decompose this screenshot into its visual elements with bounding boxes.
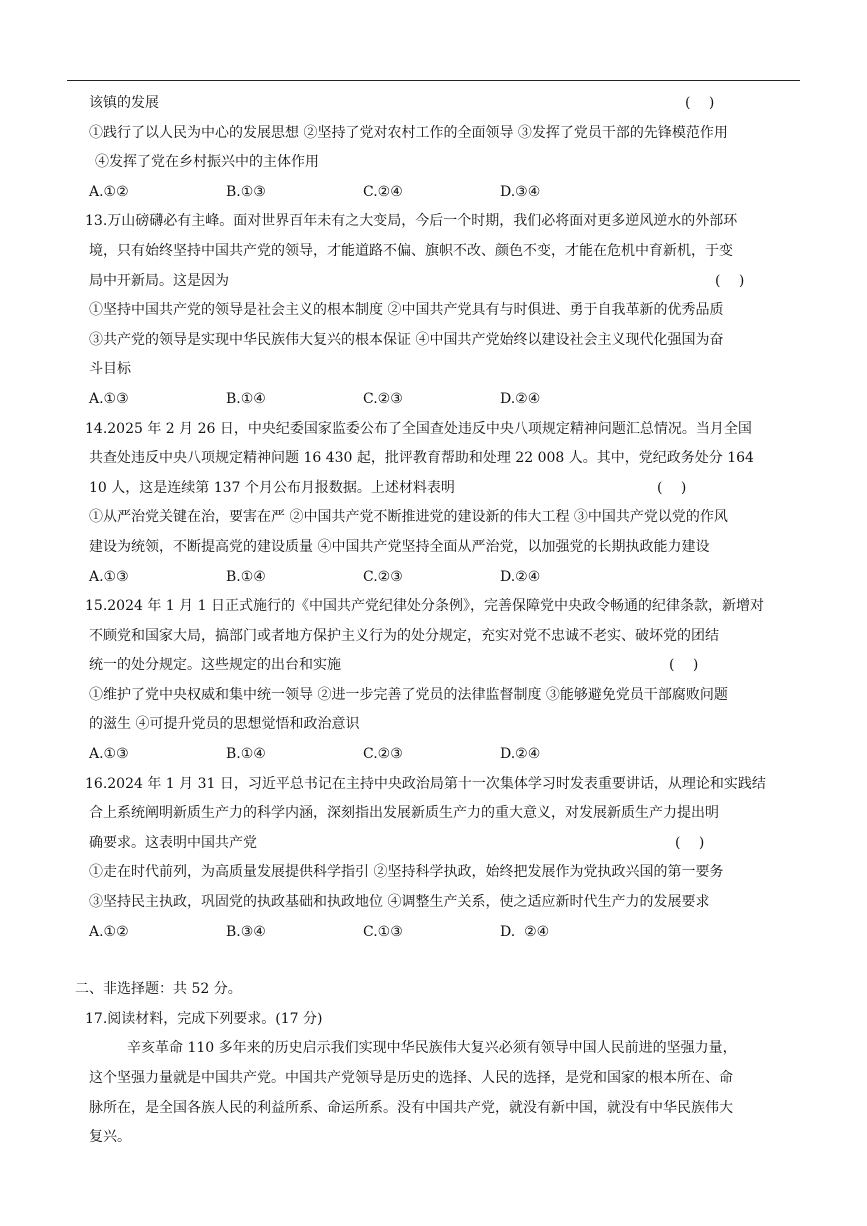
q12-stem-text: 该镇的发展 [89,95,159,111]
section-gap [89,947,801,975]
q12-answers [89,178,801,208]
q14-stem-line1 [85,415,801,445]
q13-answer-b: B.①④ [226,390,266,407]
q13-answers [89,385,801,415]
q17-material-line3: 脉所在，是全国各族人民的利益所系、命运所系。没有中国共产党，就没有新中国，就没有中华民族伟大 [89,1099,733,1116]
q15-answer-b: B.①④ [226,746,266,763]
q15-answer-a: A.①③ [89,746,129,763]
q13-stem-line3 [89,267,801,297]
q14-stem-line3 [89,474,801,504]
q16-options-line1: ①走在时代前列，为高质量发展提供科学指引 ②坚持科学执政，始终把发展作为党执政兴国的第一要务 [89,864,724,881]
q14-options-line2: 建设为统领，不断提高党的建设质量 ④中国共产党坚持全面从严治党，以加强党的长期执政能力建设 [89,538,710,555]
q15-stem-line2: 不顾党和国家大局，搞部门或者地方保护主义行为的处分规定，充实对党不忠诚不老实、破坏党的团结 [89,627,719,644]
q12-stem [89,89,801,119]
q16-stem-line3 [89,829,801,859]
q13-stem-line2: 境，只有始终坚持中国共产党的领导，才能道路不偏、旗帜不改、颜色不变，才能在危机中育新机，于变 [89,242,733,259]
q15-stem-text3: 统一的处分规定。这些规定的出台和实施 [89,657,341,674]
q16-answer-a: A.①② [89,923,129,940]
q15-answer-c: C.②③ [363,746,403,763]
q16-answer-b: B.③④ [226,923,266,940]
q12-options-line2: ④发挥了党在乡村振兴中的主体作用 [95,154,319,171]
q17-stem [85,1005,801,1035]
q14-answers [89,563,801,593]
q12-answer-c: C.②④ [363,183,403,200]
q15-stem-line1 [85,592,801,622]
q14-answer-c: C.②③ [363,568,403,585]
q15-options-line2: 的滋生 ④可提升党员的思想觉悟和政治意识 [89,716,360,733]
q16-options-line2: ③坚持民主执政，巩固党的执政基础和执政地位 ④调整生产关系，使之适应新时代生产力的发展要求 [89,894,710,911]
q14-answer-b: B.①④ [226,568,266,585]
q14-stem-line2: 共查处违反中央八项规定精神问题 16 430 起，批评教育帮助和处理 22 008 人。其中，党纪政务处分 164 [89,450,754,467]
q12-answer-d: D.③④ [500,183,541,200]
q14-answer-a: A.①③ [89,568,129,585]
q17-material-line4: 复兴。 [89,1129,131,1146]
q16-answers [89,918,801,948]
q15-answer-paren: ( ) [669,657,699,674]
q13-stem-text3: 局中开新局。这是因为 [89,272,229,289]
q16-answer-d: D. ②④ [500,923,550,940]
q14-stem-text1: 14.2025 年 2 月 26 日，中央纪委国家监委公布了全国查处违反中央八项规定精神问题汇总情况。当月全国 [85,420,752,437]
q12-options-line1: ①践行了以人民为中心的发展思想 ②坚持了党对农村工作的全面领导 ③发挥了党员干部的先锋模范作用 [89,124,728,141]
q16-stem-text3: 确要求。这表明中国共产党 [89,834,257,851]
q15-answers [89,740,801,770]
q14-answer-paren: ( ) [657,479,687,496]
q12-answer-a: A.①② [89,183,129,200]
q15-answer-d: D.②④ [500,746,541,763]
q17-material-line1: 辛亥革命 110 多年来的历史启示我们实现中华民族伟大复兴必须有领导中国人民前进的坚强力量， [127,1040,737,1057]
q13-answer-paren: ( ) [715,272,745,289]
q17-material-line2: 这个坚强力量就是中国共产党。中国共产党领导是历史的选择、人民的选择，是党和国家的根本所在、命 [89,1070,733,1086]
q13-answer-c: C.②③ [363,390,403,407]
q13-answer-d: D.②④ [500,390,541,407]
q13-options-line2: ③共产党的领导是实现中华民族伟大复兴的根本保证 ④中国共产党始终以建设社会主义现代化强国为奋 [89,331,724,348]
q16-stem-line1 [85,770,801,800]
section2-heading: 二、非选择题：共 52 分。 [75,981,242,998]
q13-options-line3: 斗目标 [89,361,131,378]
q16-stem-line2: 合上系统阐明新质生产力的科学内涵，深刻指出发展新质生产力的重大意义，对发展新质生产力提出明 [89,805,719,822]
q16-answer-c: C.①③ [363,923,403,940]
q15-stem-text1: 15.2024 年 1 月 1 日正式施行的《中国共产党纪律处分条例》，完善保障党中央政令畅通的纪律条款，新增对 [85,598,764,615]
q15-stem-line3 [89,651,801,681]
header-rule [67,80,800,81]
q12-answer-paren: ( ) [685,95,715,111]
q16-stem-text1: 16.2024 年 1 月 31 日，习近平总书记在主持中央政治局第十一次集体学习时发表重要讲话，从理论和实践结 [85,775,766,792]
q17-stem-text: 17.阅读材料，完成下列要求。(17 分) [85,1010,323,1027]
q15-options-line1: ①维护了党中央权威和集中统一领导 ②进一步完善了党员的法律监督制度 ③能够避免党员干部腐败问题 [89,686,728,703]
q12-answer-b: B.①③ [226,183,266,200]
q13-stem-text1: 13.万山磅礴必有主峰。面对世界百年未有之大变局，今后一个时期，我们必将面对更多逆风逆水的外部环 [85,213,738,230]
exam-page [75,89,801,1153]
q14-stem-text3: 10 人，这是连续第 137 个月公布月报数据。上述材料表明 [89,479,455,496]
q13-answer-a: A.①③ [89,390,129,407]
q14-options-line1: ①从严治党关键在治，要害在严 ②中国共产党不断推进党的建设新的伟大工程 ③中国共产党以党的作风 [89,509,728,526]
q13-stem-line1 [85,207,801,237]
q16-answer-paren: ( ) [675,834,705,851]
q14-answer-d: D.②④ [500,568,541,585]
q13-options-line1: ①坚持中国共产党的领导是社会主义的根本制度 ②中国共产党具有与时俱进、勇于自我革新的优秀品质 [89,302,724,319]
